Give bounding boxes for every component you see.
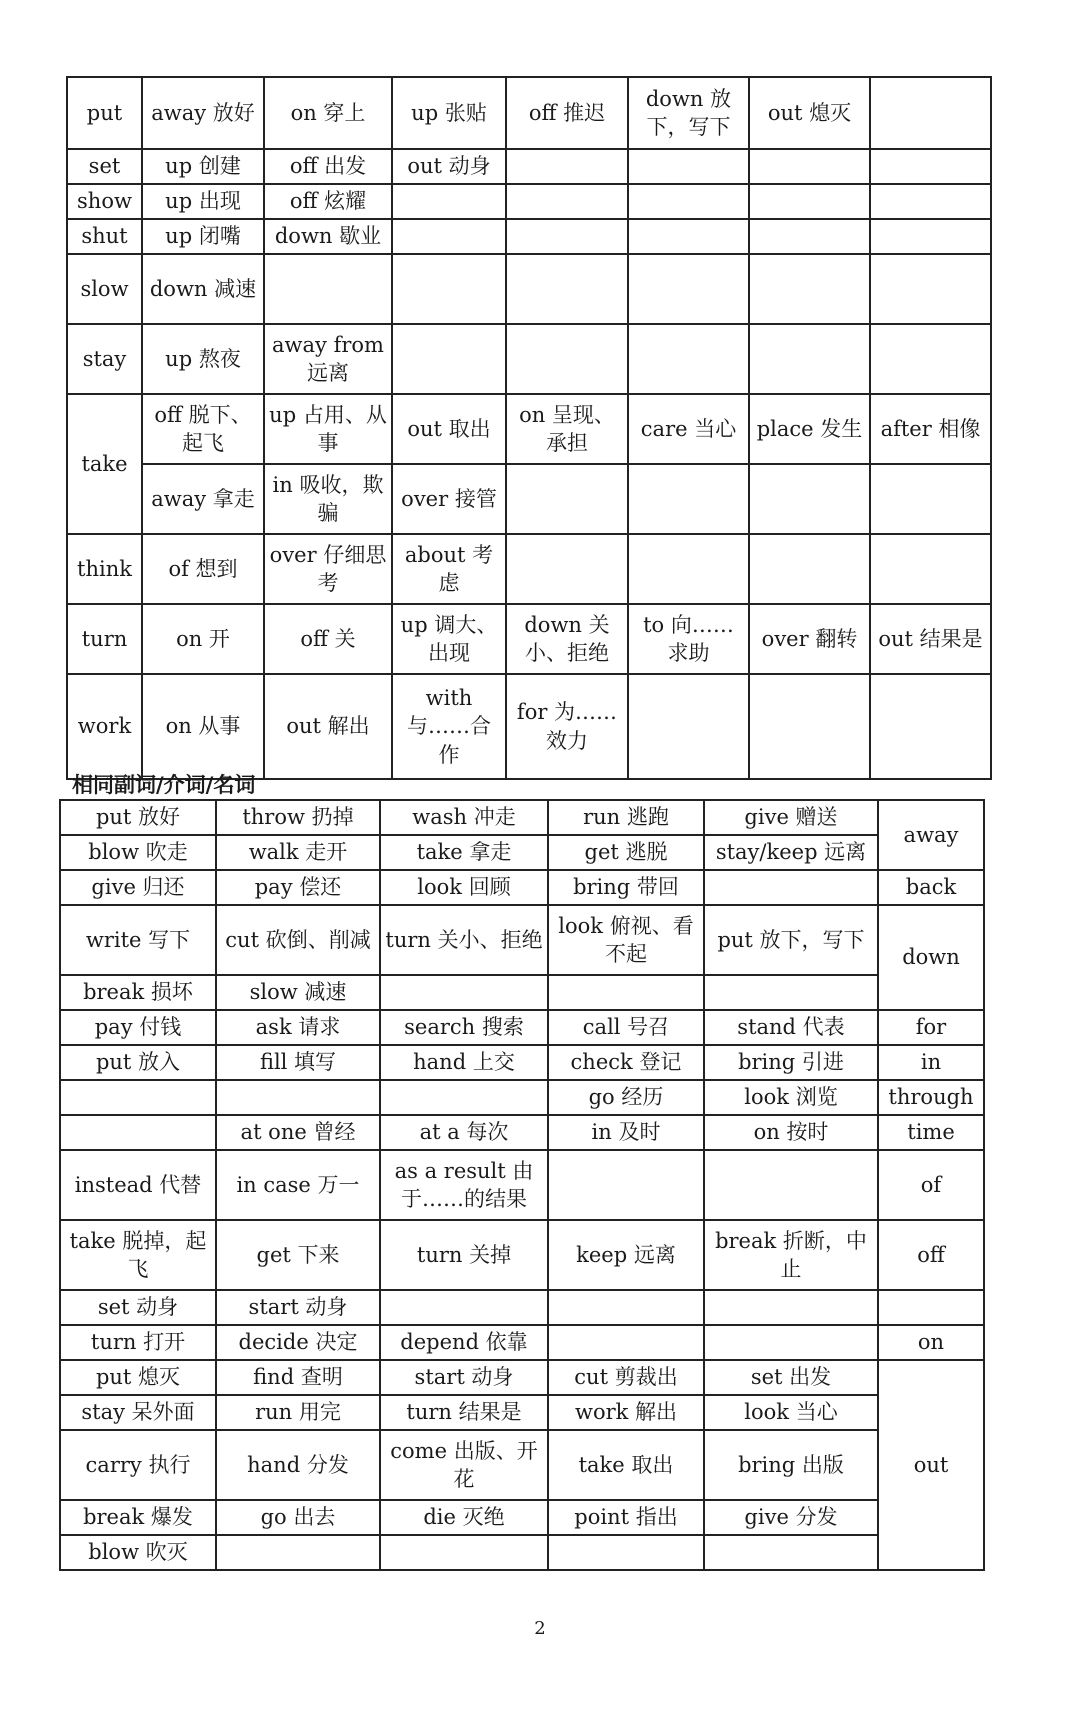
table-cell <box>628 534 749 604</box>
table-cell: throw 扔掉 <box>216 800 380 835</box>
table-cell: as a result 由于……的结果 <box>380 1150 548 1220</box>
table-row <box>67 324 991 394</box>
table-cell: bring 出版 <box>704 1430 878 1500</box>
particle-cell: on <box>878 1325 984 1360</box>
table-cell <box>548 1290 704 1325</box>
table-cell: put 熄灭 <box>60 1360 216 1395</box>
table-row <box>60 1360 984 1395</box>
table-cell: up 创建 <box>142 149 264 184</box>
table-row <box>60 1500 984 1535</box>
table-cell: instead 代替 <box>60 1150 216 1220</box>
table-cell: put 放好 <box>60 800 216 835</box>
table-cell: die 灭绝 <box>380 1500 548 1535</box>
table-cell: decide 决定 <box>216 1325 380 1360</box>
table-cell: in 及时 <box>548 1115 704 1150</box>
verb-cell: put <box>67 77 142 149</box>
table-row <box>67 149 991 184</box>
table-cell: call 号召 <box>548 1010 704 1045</box>
particle-cell: through <box>878 1080 984 1115</box>
table-cell <box>704 1535 878 1570</box>
verb-cell: turn <box>67 604 142 674</box>
table-row <box>60 1395 984 1430</box>
table-cell <box>704 1290 878 1325</box>
table-row <box>60 905 984 975</box>
table-cell: turn 关掉 <box>380 1220 548 1290</box>
table-cell <box>704 975 878 1010</box>
table-cell: work 解出 <box>548 1395 704 1430</box>
table-cell: give 归还 <box>60 870 216 905</box>
table-cell <box>506 534 628 604</box>
table-cell: start 动身 <box>380 1360 548 1395</box>
particle-cell: back <box>878 870 984 905</box>
table-cell <box>380 1535 548 1570</box>
table-cell: out 解出 <box>264 674 392 779</box>
table-cell: stay 呆外面 <box>60 1395 216 1430</box>
table-cell <box>392 219 506 254</box>
table-cell: bring 引进 <box>704 1045 878 1080</box>
table-cell <box>704 870 878 905</box>
table-cell <box>380 1290 548 1325</box>
same-particle-table <box>59 799 985 1571</box>
table-cell: on 从事 <box>142 674 264 779</box>
table-cell: give 赠送 <box>704 800 878 835</box>
table-row <box>67 184 991 219</box>
particle-cell: out <box>878 1360 984 1570</box>
table-cell: pay 偿还 <box>216 870 380 905</box>
table-cell: at a 每次 <box>380 1115 548 1150</box>
table-cell: search 搜索 <box>380 1010 548 1045</box>
table-cell <box>506 219 628 254</box>
table-cell <box>628 254 749 324</box>
table-cell: turn 关小、拒绝 <box>380 905 548 975</box>
table-cell: look 回顾 <box>380 870 548 905</box>
table-cell: point 指出 <box>548 1500 704 1535</box>
table-row <box>67 219 991 254</box>
verb-cell: stay <box>67 324 142 394</box>
table-cell <box>60 1080 216 1115</box>
table-cell: go 出去 <box>216 1500 380 1535</box>
table-cell <box>870 219 991 254</box>
table-cell: look 当心 <box>704 1395 878 1430</box>
table-cell <box>870 77 991 149</box>
table-row <box>67 77 991 149</box>
table-cell <box>749 254 870 324</box>
table-cell: depend 依靠 <box>380 1325 548 1360</box>
table-cell: pay 付钱 <box>60 1010 216 1045</box>
table-cell: over 翻转 <box>749 604 870 674</box>
table-cell <box>264 254 392 324</box>
table-cell: on 按时 <box>704 1115 878 1150</box>
table-cell <box>870 184 991 219</box>
table-cell: down 减速 <box>142 254 264 324</box>
table-cell: cut 剪裁出 <box>548 1360 704 1395</box>
table-cell: out 熄灭 <box>749 77 870 149</box>
table-row <box>60 1220 984 1290</box>
table-cell <box>870 534 991 604</box>
table-cell: bring 带回 <box>548 870 704 905</box>
table-row <box>60 1080 984 1115</box>
table-cell: stay/keep 远离 <box>704 835 878 870</box>
table-cell: out 取出 <box>392 394 506 464</box>
table-cell <box>392 184 506 219</box>
table-cell <box>216 1535 380 1570</box>
table-cell: ask 请求 <box>216 1010 380 1045</box>
table-cell <box>749 324 870 394</box>
table-row <box>60 1325 984 1360</box>
table-cell: of 想到 <box>142 534 264 604</box>
table-cell: hand 上交 <box>380 1045 548 1080</box>
table-cell: keep 远离 <box>548 1220 704 1290</box>
table-cell: in case 万一 <box>216 1150 380 1220</box>
table-cell: down 歇业 <box>264 219 392 254</box>
table-row <box>60 1150 984 1220</box>
table-cell <box>628 219 749 254</box>
table-cell: come 出版、开花 <box>380 1430 548 1500</box>
table-row <box>60 1290 984 1325</box>
table-cell <box>749 464 870 534</box>
table-cell: off 关 <box>264 604 392 674</box>
table-cell: on 穿上 <box>264 77 392 149</box>
table-cell <box>628 324 749 394</box>
table-cell: set 动身 <box>60 1290 216 1325</box>
table-cell <box>392 254 506 324</box>
table-cell: on 开 <box>142 604 264 674</box>
table-cell <box>548 975 704 1010</box>
table-cell <box>628 184 749 219</box>
table-cell: hand 分发 <box>216 1430 380 1500</box>
table-cell: place 发生 <box>749 394 870 464</box>
table-cell: away from 远离 <box>264 324 392 394</box>
table-cell: break 折断，中止 <box>704 1220 878 1290</box>
table-row <box>67 254 991 324</box>
verb-cell: set <box>67 149 142 184</box>
table-cell: give 分发 <box>704 1500 878 1535</box>
table-cell <box>749 149 870 184</box>
table-cell: up 闭嘴 <box>142 219 264 254</box>
table-cell: to 向……求助 <box>628 604 749 674</box>
table-row <box>60 800 984 835</box>
table-cell: slow 减速 <box>216 975 380 1010</box>
verb-cell: take <box>67 394 142 534</box>
table-cell <box>506 254 628 324</box>
table-row <box>67 674 991 779</box>
particle-cell: off <box>878 1220 984 1290</box>
verb-cell: think <box>67 534 142 604</box>
table-cell: blow 吹走 <box>60 835 216 870</box>
table-cell: break 爆发 <box>60 1500 216 1535</box>
table-cell: take 拿走 <box>380 835 548 870</box>
table-cell <box>704 1325 878 1360</box>
table-cell: run 逃跑 <box>548 800 704 835</box>
verb-cell: slow <box>67 254 142 324</box>
table-row <box>67 464 991 534</box>
table-cell: over 仔细思考 <box>264 534 392 604</box>
table-cell <box>380 975 548 1010</box>
table-cell: about 考虑 <box>392 534 506 604</box>
table-cell: with 与……合作 <box>392 674 506 779</box>
particle-cell: in <box>878 1045 984 1080</box>
table-cell: off 炫耀 <box>264 184 392 219</box>
table-cell <box>548 1535 704 1570</box>
table-cell <box>628 674 749 779</box>
table-cell <box>392 324 506 394</box>
table-row <box>60 1010 984 1045</box>
table-cell: up 熬夜 <box>142 324 264 394</box>
table-cell: go 经历 <box>548 1080 704 1115</box>
table-cell: at one 曾经 <box>216 1115 380 1150</box>
table-cell <box>506 184 628 219</box>
table-cell: stand 代表 <box>704 1010 878 1045</box>
table-cell <box>548 1150 704 1220</box>
table-cell <box>506 149 628 184</box>
table-cell: set 出发 <box>704 1360 878 1395</box>
table-cell: run 用完 <box>216 1395 380 1430</box>
table-cell: off 出发 <box>264 149 392 184</box>
table-cell <box>870 674 991 779</box>
table-cell: wash 冲走 <box>380 800 548 835</box>
table-cell: turn 结果是 <box>380 1395 548 1430</box>
table-cell: down 放下，写下 <box>628 77 749 149</box>
table-cell: turn 打开 <box>60 1325 216 1360</box>
table-cell: up 出现 <box>142 184 264 219</box>
table-cell: off 推迟 <box>506 77 628 149</box>
table-cell <box>628 464 749 534</box>
table-row <box>67 604 991 674</box>
table-cell: off 脱下、起飞 <box>142 394 264 464</box>
table-cell: away 放好 <box>142 77 264 149</box>
table-cell: find 查明 <box>216 1360 380 1395</box>
page-number: 2 <box>534 1618 546 1639</box>
table-cell: get 下来 <box>216 1220 380 1290</box>
table-cell: put 放下，写下 <box>704 905 878 975</box>
table-cell <box>749 674 870 779</box>
table-row <box>60 975 984 1010</box>
verb-cell: show <box>67 184 142 219</box>
table-cell <box>704 1150 878 1220</box>
table-cell: fill 填写 <box>216 1045 380 1080</box>
table-row <box>60 1535 984 1570</box>
table-cell: take 取出 <box>548 1430 704 1500</box>
particle-cell: of <box>878 1150 984 1220</box>
table-cell <box>506 464 628 534</box>
table-cell: take 脱掉，起飞 <box>60 1220 216 1290</box>
particle-cell: time <box>878 1115 984 1150</box>
table-row <box>60 1430 984 1500</box>
table-cell: up 占用、从事 <box>264 394 392 464</box>
verb-cell: shut <box>67 219 142 254</box>
table-cell: break 损坏 <box>60 975 216 1010</box>
table-cell: check 登记 <box>548 1045 704 1080</box>
table-cell: in 吸收，欺骗 <box>264 464 392 534</box>
table-cell: on 呈现、承担 <box>506 394 628 464</box>
table-cell: start 动身 <box>216 1290 380 1325</box>
table-cell <box>870 464 991 534</box>
table-cell <box>628 149 749 184</box>
table-cell: after 相像 <box>870 394 991 464</box>
table-cell: over 接管 <box>392 464 506 534</box>
table-cell: look 俯视、看不起 <box>548 905 704 975</box>
table-cell <box>870 254 991 324</box>
table-cell: blow 吹灭 <box>60 1535 216 1570</box>
table-cell: carry 执行 <box>60 1430 216 1500</box>
table-cell <box>870 324 991 394</box>
table-cell: look 浏览 <box>704 1080 878 1115</box>
table-row <box>60 870 984 905</box>
table-cell: for 为……效力 <box>506 674 628 779</box>
verb-cell: work <box>67 674 142 779</box>
table-cell: get 逃脱 <box>548 835 704 870</box>
table-cell: write 写下 <box>60 905 216 975</box>
particle-cell: for <box>878 1010 984 1045</box>
table-row <box>67 534 991 604</box>
table-cell <box>216 1080 380 1115</box>
section-heading: 相同副词/介词/名词 <box>72 773 256 797</box>
table-cell <box>749 184 870 219</box>
table-cell <box>60 1115 216 1150</box>
table-cell: down 关小、拒绝 <box>506 604 628 674</box>
table-cell <box>870 149 991 184</box>
table-cell: walk 走开 <box>216 835 380 870</box>
particle-cell: away <box>878 800 984 870</box>
table-cell <box>878 1290 984 1325</box>
table-cell <box>380 1080 548 1115</box>
table-row <box>67 394 991 464</box>
table-row <box>60 835 984 870</box>
table-cell <box>548 1325 704 1360</box>
table-cell: up 张贴 <box>392 77 506 149</box>
table-cell: out 动身 <box>392 149 506 184</box>
table-cell <box>506 324 628 394</box>
table-cell: put 放入 <box>60 1045 216 1080</box>
table-cell: up 调大、出现 <box>392 604 506 674</box>
table-cell: away 拿走 <box>142 464 264 534</box>
table-cell <box>749 534 870 604</box>
phrasal-verbs-table <box>66 76 992 780</box>
table-cell: care 当心 <box>628 394 749 464</box>
particle-cell: down <box>878 905 984 1010</box>
table-cell: cut 砍倒、削减 <box>216 905 380 975</box>
table-cell: out 结果是 <box>870 604 991 674</box>
table-cell <box>749 219 870 254</box>
table-row <box>60 1115 984 1150</box>
table-row <box>60 1045 984 1080</box>
